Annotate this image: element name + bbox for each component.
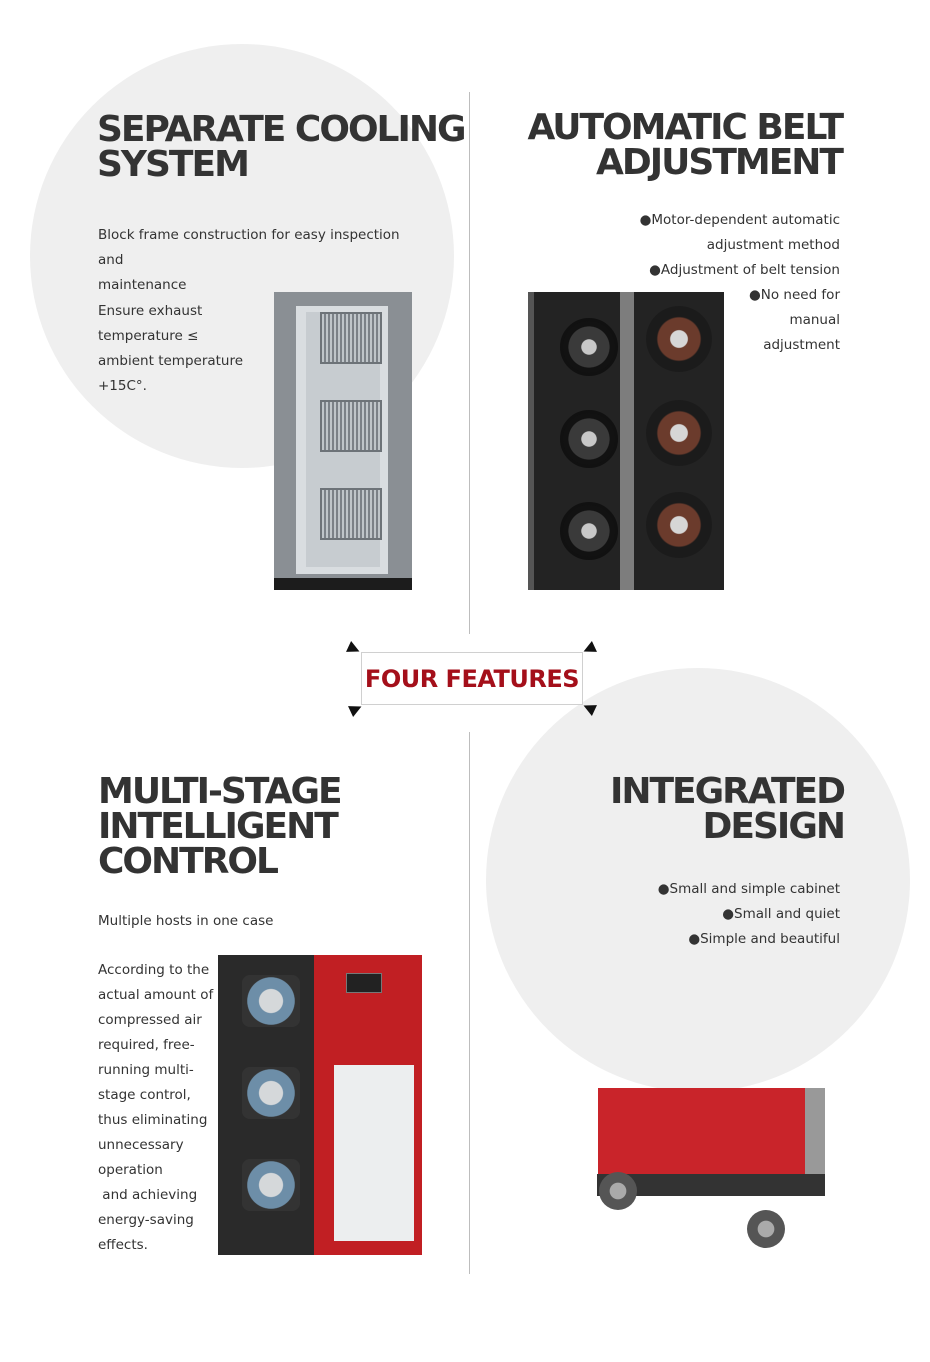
feature-integrated-desc [580, 877, 840, 952]
detail-line: ambient temperature [98, 353, 244, 369]
detail-line: energy-saving [98, 1212, 194, 1228]
desc-line: adjustment method [706, 237, 840, 253]
corner-arrow-top-right-icon [581, 641, 597, 657]
detail-line: According to the [98, 962, 210, 978]
desc-line: adjustment [763, 337, 840, 353]
divider-bottom [469, 732, 470, 1274]
detail-line: running multi- [98, 1062, 194, 1078]
desc-line: Block frame construction for easy inspection and [98, 227, 400, 268]
desc-line: ●Small and simple cabinet [657, 881, 840, 897]
heading-line: SYSTEM [97, 144, 248, 185]
detail-line: required, free- [98, 1037, 195, 1053]
detail-line: compressed air [98, 1012, 202, 1028]
feature-control-desc [98, 909, 398, 934]
desc-line: ●Adjustment of belt tension [649, 262, 840, 278]
badge-title: FOUR FEATURES [364, 665, 580, 693]
heading-line: INTEGRATED [609, 771, 844, 812]
integrated-cabinet-image [597, 1088, 827, 1253]
desc-line: ●Motor-dependent automatic [639, 212, 840, 228]
feature-integrated-heading [609, 771, 844, 847]
divider-top [469, 92, 470, 634]
heading-line: AUTOMATIC BELT [527, 107, 842, 148]
detail-line: temperature ≤ [98, 328, 199, 344]
belt-cabinet-image [528, 292, 724, 590]
detail-line: unnecessary [98, 1137, 184, 1153]
detail-line: operation [98, 1162, 163, 1178]
feature-cooling-desc [98, 223, 428, 298]
heading-line: DESIGN [702, 806, 844, 847]
detail-line: Ensure exhaust [98, 303, 203, 319]
control-cabinet-image [218, 955, 422, 1255]
heading-line: ADJUSTMENT [596, 142, 842, 183]
heading-line: CONTROL [98, 841, 277, 882]
detail-line: actual amount of [98, 987, 214, 1003]
badge-frame [361, 652, 583, 705]
feature-control-detail [98, 958, 218, 1258]
feature-cooling-heading [97, 109, 465, 185]
feature-control-heading [98, 771, 341, 882]
heading-line: MULTI-STAGE [98, 771, 341, 812]
desc-line: manual [789, 312, 840, 328]
desc-line: ●Small and quiet [722, 906, 840, 922]
corner-arrow-top-left-icon [346, 641, 362, 657]
feature-belt-heading [527, 107, 842, 183]
desc-line: ●Simple and beautiful [688, 931, 840, 947]
detail-line: thus eliminating [98, 1112, 208, 1128]
cooling-cabinet-image [274, 292, 412, 590]
desc-line: Multiple hosts in one case [98, 913, 274, 929]
detail-line: +15C°. [98, 378, 147, 394]
desc-line: maintenance [98, 277, 187, 293]
heading-line: SEPARATE COOLING [97, 109, 465, 150]
feature-cooling-detail [98, 299, 258, 399]
heading-line: INTELLIGENT [98, 806, 337, 847]
detail-line: stage control, [98, 1087, 191, 1103]
desc-line: ●No need for [748, 287, 840, 303]
detail-line: and achieving [98, 1187, 198, 1203]
detail-line: effects. [98, 1237, 148, 1253]
